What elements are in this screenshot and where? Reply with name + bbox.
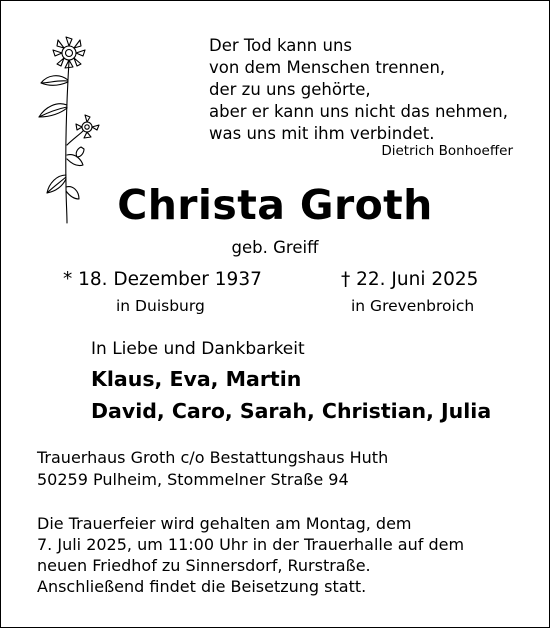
mourning-address [37,447,388,491]
ceremony-line: 7. Juli 2025, um 11:00 Uhr in der Trauerhalle auf dem [37,535,465,554]
death-date: † 22. Juni 2025 [341,269,479,290]
quote-author: Dietrich Bonhoeffer [381,143,513,159]
ceremony-info [37,513,464,597]
ceremony-line: Die Trauerfeier wird gehalten am Montag, dem [37,514,412,533]
address-line: 50259 Pulheim, Stommelner Straße 94 [37,470,349,489]
ceremony-line: Anschließend findet die Beisetzung statt. [37,577,367,596]
quote-line: aber er kann uns nicht das nehmen, [209,102,508,121]
address-line: Trauerhaus Groth c/o Bestattungshaus Huth [37,448,389,467]
maiden-name: geb. Greiff [231,238,319,257]
mourner-names: David, Caro, Sarah, Christian, Julia [91,399,492,423]
quote-line: was uns mit ihm verbindet. [209,124,435,143]
death-place: in Grevenbroich [351,297,475,315]
quote-line: von dem Menschen trennen, [209,58,446,77]
birth-place: in Duisburg [116,297,205,315]
quote-line: Der Tod kann uns [209,36,353,55]
mourners-intro: In Liebe und Dankbarkeit [91,339,305,359]
deceased-name: Christa Groth [117,181,433,229]
birth-date: * 18. Dezember 1937 [63,269,262,290]
mourner-names: Klaus, Eva, Martin [91,367,302,391]
ceremony-line: neuen Friedhof zu Sinnersdorf, Rurstraße. [37,556,371,575]
quote [209,35,508,145]
quote-line: der zu uns gehörte, [209,80,371,99]
